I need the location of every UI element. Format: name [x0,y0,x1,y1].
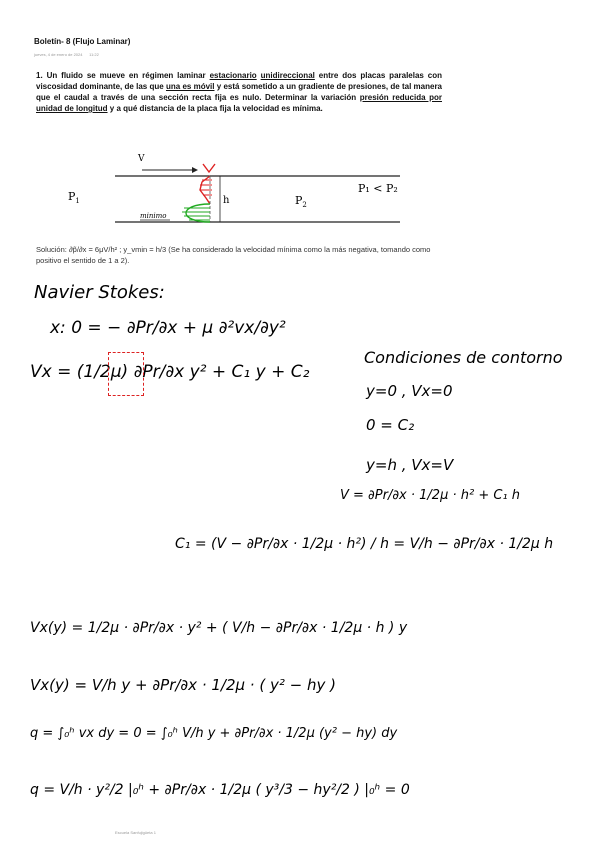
highlight-box [108,352,144,396]
problem-statement [36,70,442,114]
underlined-term: estacionario [209,71,257,80]
boundary-conditions-heading: Condiciones de contorno [364,348,563,367]
bc-1: y=0 , Vx=0 [366,382,453,400]
page-title: Boletín- 8 (Flujo Laminar) [34,37,131,46]
vx-general-solution: Vx = (1/2μ) ∂Pr/∂x y² + C₁ y + C₂ [30,362,310,382]
solution-text [36,244,446,266]
solution-note: (Se ha considerado la velocidad mínima como la más negativa, tomando como positivo el sentido de 1 a 2). [36,245,431,265]
p2-label: $P_2$ [295,194,307,209]
page-meta [34,52,99,57]
solution-formula: ∂p̃/∂x = 6μV/h² ; y_vmin = h/3 [68,245,167,254]
pressure-relation: P₁ < P₂ [358,182,398,195]
underlined-term: unidireccional [260,71,315,80]
velocity-label: V [138,154,145,164]
vx-of-y-2: Vx(y) = V/h y + ∂Pr/∂x · 1/2μ · ( y² − hy ) [30,676,336,694]
problem-text: y está sometido a un gradiente de presiones, de tal manera que el caudal a través de una sección recta fija es nulo. Determinar la variación [36,82,443,102]
bc-2: 0 = C₂ [366,416,415,434]
page-footer: Escuela Sanfujigüeta 1 [115,830,156,835]
minimo-annotation: minimo [140,212,167,220]
momentum-x-equation: x: 0 = − ∂Pr/∂x + μ ∂²vx/∂y² [50,318,286,338]
underlined-term: presión reducida por unidad de longitud [36,93,442,113]
velocity-profile-lower [186,204,210,222]
vx-of-y-1: Vx(y) = 1/2μ · ∂Pr/∂x · y² + ( V/h − ∂Pr/∂x · 1/2μ · h ) y [30,620,408,636]
navier-stokes-heading: Navier Stokes: [34,282,165,303]
red-v-mark [203,164,215,172]
problem-text: Un fluido se mueve en régimen laminar [46,71,210,80]
height-label: h [223,195,230,206]
problem-text: entre dos placas paralelas con viscosidad dominante, de las que [36,71,443,91]
flow-rate-integral: q = ∫₀ʰ vx dy = 0 = ∫₀ʰ V/h y + ∂Pr/∂x · 1/2μ (y² − hy) dy [30,726,398,741]
underlined-term: una es móvil [165,82,215,91]
p1-label: $P_1$ [68,190,80,205]
solution-lead: Solución: [36,245,67,254]
bc-3: y=h , Vx=V [366,456,454,474]
problem-number: 1. [36,71,43,80]
flow-rate-evaluated: q = V/h · y²/2 |₀ʰ + ∂Pr/∂x · 1/2μ ( y³/3 − hy²/2 ) |₀ʰ = 0 [30,782,410,798]
c1-expression: C₁ = (V − ∂Pr/∂x · 1/2μ · h²) / h = V/h − ∂Pr/∂x · 1/2μ h [175,536,554,552]
velocity-arrowhead [192,167,198,173]
channel-diagram [60,148,480,230]
problem-text: y a qué distancia de la placa fija la velocidad es mínima. [107,104,323,113]
page-date: jueves, 4 de enero de 2024 [34,52,83,57]
page-time: 11:22 [89,52,99,57]
bc-4: V = ∂Pr/∂x · 1/2μ · h² + C₁ h [340,488,521,503]
